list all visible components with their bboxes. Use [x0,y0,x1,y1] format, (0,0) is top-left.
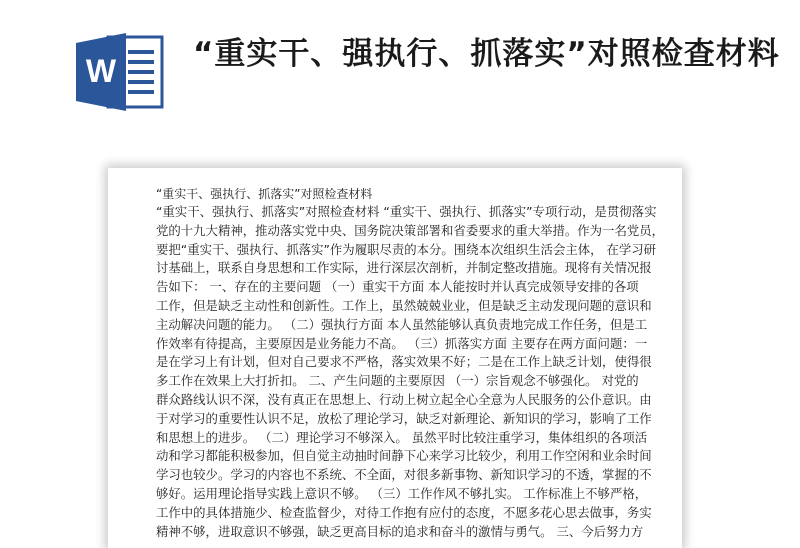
document-line: 于对学习的重要性认识不足，放松了理论学习，缺乏对新理论、新知识的学习，影响了工作 [156,410,652,426]
document-line: 党的十九大精神，推动落实党中央、国务院决策部署和省委要求的重大举措。作为一名党员， [156,222,665,238]
document-line: 要把“重实干、强执行、抓落实”作为履职尽责的本分。围绕本次组织生活会主体， 在学习研 [156,241,657,257]
document-line: 工作中的具体措施少、检查监督少，对待工作抱有应付的态度，不愿多花心思去做事，务实 [156,504,652,520]
document-line: 讨基础上，联系自身思想和工作实际，进行深层次剖析，并制定整改措施。现将有关情况报 [156,260,652,276]
document-line: 够好。运用理论指导实践上意识不够。 （三）工作作风不够扎实。 工作标准上不够严格， [156,485,648,501]
document-body [156,203,665,541]
document-heading: “重实干、强执行、抓落实”对照检查材料 [156,187,373,201]
document-line: 群众路线认识不深，没有真正在思想上、行动上树立起全心全意为人民服务的公仆意识。由 [156,391,652,407]
document-line: 主动解决问题的能力。 （二）强执行方面 本人虽然能够认真负责地完成工作任务，但是工 [156,316,648,332]
document-line: 是在学习上有计划，但对自己要求不严格，落实效果不好；二是在工作上缺乏计划，使得很 [156,354,652,370]
document-line: “重实干、强执行、抓落实”对照检查材料 “重实干、强执行、抓落实”专项行动，是贯彻落实 [156,204,657,219]
document-line: 动和学习都能积极参加，但自觉主动抽时间静下心来学习比较少，利用工作空闲和业余时间 [156,448,652,464]
document-page [108,168,682,548]
document-line: 和思想上的进步。 （二）理论学习不够深入。 虽然平时比较注重学习，集体组织的各项活 [156,429,648,445]
document-line: 告如下： 一、存在的主要问题 （一）重实干方面 本人能按时并认真完成领导安排的各项 [156,279,639,295]
document-line: 工作，但是缺乏主动性和创新性。工作上，虽然兢兢业业，但是缺乏主动发现问题的意识和 [156,297,652,313]
document-line: 学习也较少。学习的内容也不系统、不全面，对很多新事物、新知识学习的不透，掌握的不 [156,467,652,483]
document-line: 多工作在效果上大打折扣。 二、产生问题的主要原因 （一）宗旨观念不够强化。 对党的 [156,373,639,389]
document-line: 精神不够，进取意识不够强，缺乏更高目标的追求和奋斗的激情与勇气。 三、今后努力方 [156,523,644,539]
page-title: “重实干、强执行、抓落实”对照检查材料 [193,36,780,72]
word-document-icon [76,33,166,111]
document-line: 作效率有待提高，主要原因是业务能力不高。 （三）抓落实方面 主要存在两方面问题：一 [156,335,648,351]
word-icon-letter: W [85,53,117,89]
